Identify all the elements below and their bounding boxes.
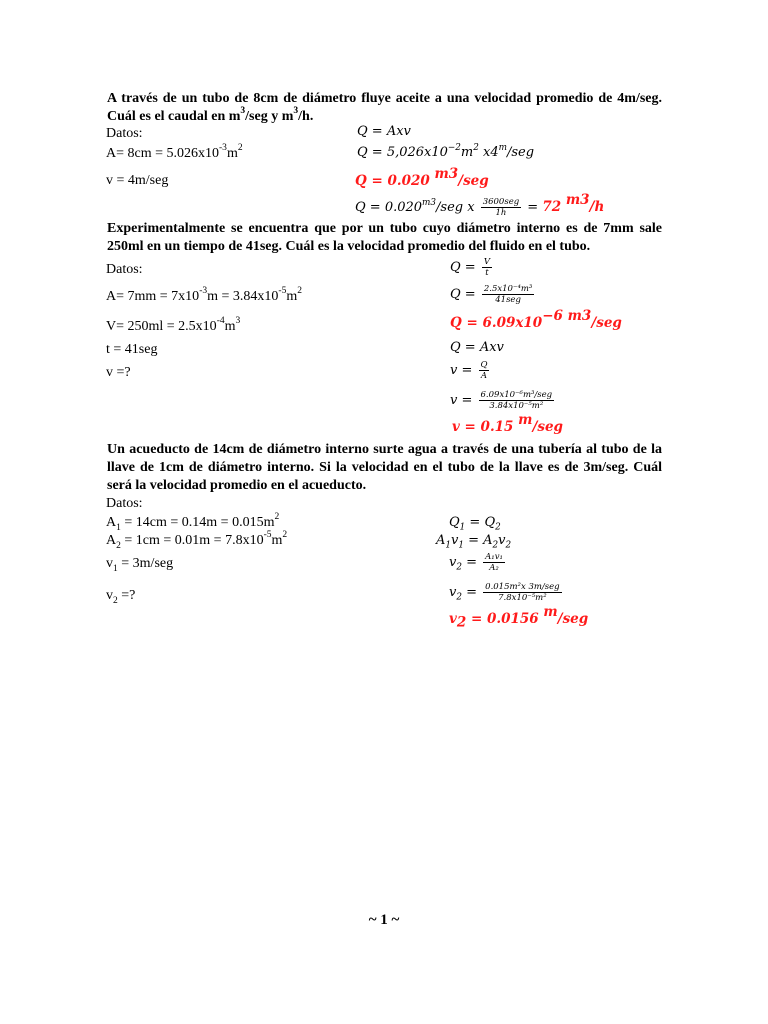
- problem-1-given-velocity: v = 4m/seg: [106, 173, 169, 188]
- problem-2-formula-v: v = $\frac{Q}{A}$: [450, 360, 488, 381]
- page-number: ~ 1 ~: [368, 912, 400, 928]
- problem-3-unknown-v2: $v_2$ =?: [106, 588, 136, 606]
- problem-3-formula-v2: $v_2$ = $\frac{\text{A₁v₁}}{\text{A₂}}$: [449, 552, 503, 573]
- problem-3-given-a1: $A_1 = 14cm = 0.14m = 0.015m^2$: [106, 512, 280, 533]
- problem-2-result-q: $Q = 6.09x10^{-6}$ $^{m3}$/seg: [450, 308, 622, 331]
- problem-1-formula-q: Q = Axv: [357, 124, 411, 139]
- problem-3-given-a2: $A_2 = 1cm = 0.01m = 7.8x10^{-5}m^2$: [106, 530, 288, 551]
- problem-2-given-area: $A= 7mm = 7x10^{-3}m = 3.84x10^{-5}m^2$: [106, 286, 303, 304]
- problem-3-result-v2: $v_2 = 0.0156$ $^m$/seg: [449, 604, 589, 631]
- problem-2-formula-q-axv: Q = Axv: [450, 340, 504, 355]
- problem-1-question: A través de un tubo de 8cm de diámetro fluye aceite a una velocidad promedio de 4m/seg. Cuál es el caudal en $m^3$/seg y $m^3/h$.: [107, 91, 662, 124]
- fraction: $\frac{Q}{A}$: [480, 360, 488, 381]
- fraction: $\frac{\text{0.015m²x 3m/seg}}{\text{7.8x10⁻⁵m²}}$: [485, 582, 560, 603]
- problem-2-given-volume: $V= 250ml = 2.5x10^{-4}m^3$: [106, 316, 241, 334]
- problem-3-given-v1: $v_1 = 3m/seg$: [106, 556, 174, 574]
- problem-3-continuity: $Q_1 = Q_2$: [449, 515, 501, 533]
- problem-1-data-label: Datos:: [106, 126, 143, 141]
- problem-3-substitution: $v_2$ = $\frac{\text{0.015m²x 3m/seg}}{\text{7.8x10⁻⁵m²}}$: [449, 582, 560, 603]
- problem-2-substitution-v: v = $\frac{\text{6.09x10⁻⁶m³/seg}}{\text{3.84x10⁻⁵m²}}$: [450, 390, 553, 411]
- problem-1-substitution: $Q = 5,026x10^{-2}m^2$ x4$^m$/seg: [357, 142, 535, 160]
- problem-2-data-label: Datos:: [106, 262, 143, 277]
- fraction: $\frac{\text{3600seg}}{1h}$: [482, 197, 520, 218]
- problem-3-data-label: Datos:: [106, 496, 143, 511]
- problem-2-formula-q-vt: Q = $\frac{V}{t}$: [450, 257, 490, 278]
- problem-2-question: Experimentalmente se encuentra que por un tubo cuyo diámetro interno es de 7mm sale 250ml en un tiempo de 41seg. Cuál es la velocidad promedio del fluido en el tubo.: [107, 221, 662, 254]
- problem-1-given-area: $A= 8cm = 5.026x10^{-3}m^2$: [106, 143, 243, 161]
- problem-1-result-m3-h: $Q = 0.020^{m3}$/seg x $\frac{\text{3600seg}}{1h}$ = 72 $^{m3}$/h: [355, 192, 605, 218]
- fraction: $\frac{\text{6.09x10⁻⁶m³/seg}}{\text{3.84x10⁻⁵m²}}$: [480, 390, 553, 411]
- fraction: $\frac{V}{t}$: [483, 257, 490, 278]
- problem-2-given-time: t = 41seg: [106, 342, 158, 357]
- problem-2-unknown-velocity: v =?: [106, 365, 131, 380]
- problem-1-result-m3-seg: Q = 0.020 $^{m3}$/seg: [355, 166, 489, 189]
- problem-2-substitution: Q = $\frac{\text{2.5x10⁻⁴m³}}{\text{41seg}}$: [450, 284, 533, 305]
- fraction: $\frac{\text{2.5x10⁻⁴m³}}{\text{41seg}}$: [483, 284, 533, 305]
- problem-3-continuity-av: $A_1v_1 = A_2v_2$: [436, 533, 512, 551]
- problem-3-question: Un acueducto de 14cm de diámetro interno surte agua a través de una tubería al tubo de la llave de 1cm de diámetro interno. Si la velocidad en el tubo de la llave es de 3m/seg. Cuál será la velocidad promedio en el acueducto.: [107, 442, 662, 493]
- fraction: $\frac{\text{A₁v₁}}{\text{A₂}}$: [485, 552, 503, 573]
- problem-2-result-v: v = 0.15 $^m$/seg: [452, 412, 563, 435]
